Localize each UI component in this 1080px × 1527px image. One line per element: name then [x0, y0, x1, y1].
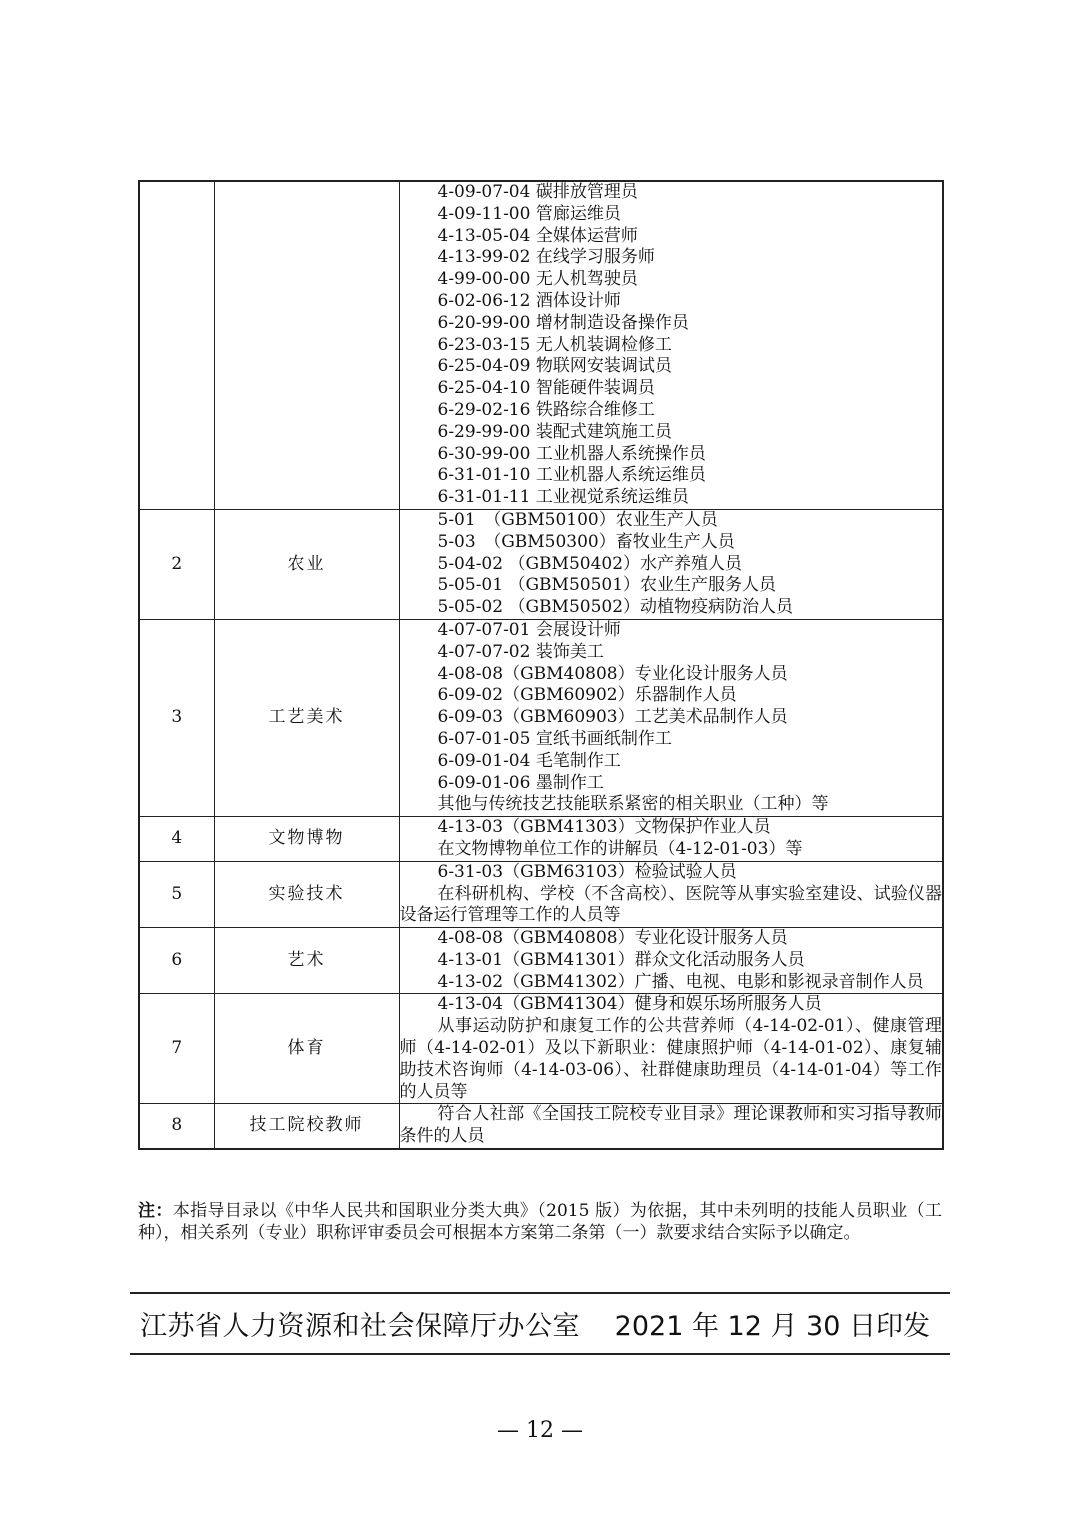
issue-date: 2021 年 12 月 30 日印发 — [614, 1311, 930, 1342]
footer-top-rule — [130, 1292, 950, 1294]
occupation-line: 4-99-00-00 无人机驾驶员 — [437, 269, 638, 290]
row-category: 农业 — [214, 509, 399, 619]
occupation-line: 5-04-02 （GBM50402）水产养殖人员 — [437, 553, 743, 574]
occupation-line: 6-07-01-05 宣纸书画纸制作工 — [437, 728, 672, 749]
row-category: 工艺美术 — [214, 619, 399, 816]
occupation-line: 5-03 （GBM50300）畜牧业生产人员 — [437, 531, 735, 552]
table-row — [139, 928, 943, 994]
occupation-line: 6-02-06-12 酒体设计师 — [437, 290, 621, 311]
row-number: 7 — [139, 994, 214, 1104]
row-category: 文物博物 — [214, 817, 399, 862]
occupation-line: 4-13-99-02 在线学习服务师 — [437, 247, 655, 268]
page-number: — 12 — — [497, 1418, 583, 1443]
occupation-line: 5-01 （GBM50100）农业生产人员 — [437, 509, 718, 530]
occupation-line: 6-09-03（GBM60903）工艺美术品制作人员 — [437, 707, 788, 728]
row-number: 3 — [139, 619, 214, 816]
occupation-directory-table — [138, 180, 944, 1150]
occupation-line: 4-08-08（GBM40808）专业化设计服务人员 — [437, 928, 788, 949]
row-occupations — [399, 861, 943, 927]
occupation-paragraph: 从事运动防护和康复工作的公共营养师（4-14-02-01）、健康管理师（4-14-02-01）及以下新职业：健康照护师（4-14-01-02）、康复辅助技术咨询师（4-14-03-06）、社群健康助理员（4-14-01-04）等工作的人员等 — [399, 1016, 942, 1102]
occupation-line: 5-05-02 （GBM50502）动植物疫病防治人员 — [437, 597, 794, 618]
row-occupations — [399, 181, 943, 509]
occupation-line: 4-13-05-04 全媒体运营师 — [437, 225, 638, 246]
row-number: 5 — [139, 861, 214, 927]
occupation-line: 6-09-01-04 毛笔制作工 — [437, 750, 621, 771]
row-category: 技工院校教师 — [214, 1104, 399, 1149]
occupation-paragraph: 4-13-02（GBM41302）广播、电视、电影和影视录音制作人员 — [437, 971, 924, 992]
occupation-line: 4-07-07-02 装饰美工 — [437, 641, 604, 662]
occupation-line: 6-09-01-06 墨制作工 — [437, 772, 604, 793]
occupation-paragraph: 符合人社部《全国技工院校专业目录》理论课教师和实习指导教师条件的人员 — [399, 1104, 942, 1147]
occupation-line: 4-13-03（GBM41303）文物保护作业人员 — [437, 817, 771, 838]
row-category: 体育 — [214, 994, 399, 1104]
occupation-line: 6-29-02-16 铁路综合维修工 — [437, 399, 655, 420]
occupation-line: 6-20-99-00 增材制造设备操作员 — [437, 312, 689, 333]
row-number — [139, 181, 214, 509]
footnote-text: 本指导目录以《中华人民共和国职业分类大典》（2015 版）为依据，其中未列明的技能人员职业（工种），相关系列（专业）职称评审委员会可根据本方案第二条第（一）款要求结合实际予以确定。 — [138, 1201, 943, 1243]
issuing-office: 江苏省人力资源和社会保障厅办公室 — [140, 1311, 580, 1342]
row-number: 8 — [139, 1104, 214, 1149]
row-occupations — [399, 1104, 943, 1149]
row-occupations — [399, 619, 943, 816]
occupation-line: 6-09-02（GBM60902）乐器制作人员 — [437, 685, 737, 706]
table-row — [139, 619, 943, 816]
occupation-line: 其他与传统技艺技能联系紧密的相关职业（工种）等 — [437, 794, 829, 815]
occupation-line: 6-31-03（GBM63103）检验试验人员 — [437, 861, 737, 882]
table-footnote — [138, 1200, 942, 1244]
occupation-line: 4-09-07-04 碳排放管理员 — [437, 182, 638, 202]
occupation-line: 4-08-08（GBM40808）专业化设计服务人员 — [437, 663, 788, 684]
table-row — [139, 994, 943, 1104]
occupation-paragraph: 在科研机构、学校（不含高校）、医院等从事实验室建设、试验仪器设备运行管理等工作的人员等 — [399, 883, 942, 926]
row-category: 实验技术 — [214, 861, 399, 927]
occupation-line: 5-05-01 （GBM50501）农业生产服务人员 — [437, 575, 777, 596]
occupation-line: 4-07-07-01 会展设计师 — [437, 619, 621, 640]
row-occupations — [399, 509, 943, 619]
occupation-line: 6-31-01-10 工业机器人系统运维员 — [437, 465, 706, 486]
occupation-line: 6-23-03-15 无人机装调检修工 — [437, 334, 672, 355]
row-category: 艺术 — [214, 928, 399, 994]
row-number: 4 — [139, 817, 214, 862]
table-row — [139, 181, 943, 509]
table-row — [139, 509, 943, 619]
row-occupations — [399, 994, 943, 1104]
table-row — [139, 861, 943, 927]
row-number: 2 — [139, 509, 214, 619]
occupation-line: 6-25-04-09 物联网安装调试员 — [437, 356, 672, 377]
table-row — [139, 817, 943, 862]
occupation-line: 6-25-04-10 智能硬件装调员 — [437, 378, 655, 399]
occupation-line: 6-31-01-11 工业视觉系统运维员 — [437, 487, 689, 508]
footnote-label: 注： — [138, 1201, 173, 1221]
table-row — [139, 1104, 943, 1149]
occupation-line: 4-09-11-00 管廊运维员 — [437, 203, 621, 224]
occupation-line: 6-30-99-00 工业机器人系统操作员 — [437, 443, 706, 464]
row-occupations — [399, 817, 943, 862]
row-number: 6 — [139, 928, 214, 994]
occupation-line: 在文物博物单位工作的讲解员（4-12-01-03）等 — [437, 838, 803, 859]
occupation-line: 4-13-01（GBM41301）群众文化活动服务人员 — [437, 949, 805, 970]
occupation-line: 6-29-99-00 装配式建筑施工员 — [437, 421, 672, 442]
footer-bottom-rule — [130, 1353, 950, 1355]
row-occupations — [399, 928, 943, 994]
row-category — [214, 181, 399, 509]
occupation-line: 4-13-04（GBM41304）健身和娱乐场所服务人员 — [437, 994, 822, 1015]
